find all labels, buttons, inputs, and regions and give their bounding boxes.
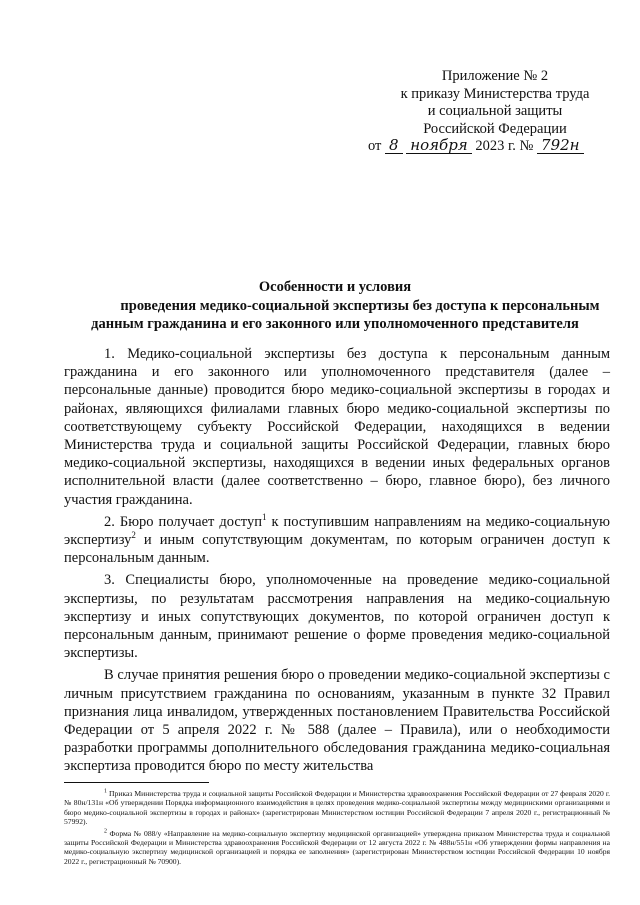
- title-line-2: проведения медико-социальной экспертизы без доступа к персональным: [120, 297, 600, 314]
- handwritten-order-number: 792н: [537, 138, 584, 154]
- date-year: 2023 г. №: [475, 138, 534, 155]
- title-line-3: данным гражданина и его законного или уполномоченного представителя: [91, 316, 579, 333]
- date-prefix: от: [368, 138, 382, 155]
- appendix-header: [360, 68, 630, 156]
- footnote-1-text: Приказ Министерства труда и социальной защиты Российской Федерации и Министерства здравоохранения Российской Федерации от 27 февраля 2020 г. № 80н/131н «Об утверждении Порядка информационного взаимодействия в целях проведения медико-социальной экспертизы между медицинскими организациями и бюро медико-социальной экспертизы в городах и районах» (зарегистрирован Министерством юстиции Российской Федерации 7 апреля 2020 г., регистрационный № 57992).: [64, 789, 610, 827]
- footnote-ref-2: 2: [131, 530, 136, 541]
- handwritten-day: 8: [385, 138, 403, 154]
- footnote-1: [64, 789, 610, 827]
- footnote-divider: [64, 782, 209, 783]
- paragraph-2-text-a: 2. Бюро получает доступ: [104, 513, 262, 530]
- appendix-title: Приложение № 2: [441, 68, 549, 84]
- document-body: [64, 345, 610, 780]
- paragraph-1: 1. Медико-социальной экспертизы без доступа к персональным данным гражданина и его законного или уполномоченного представителя (далее – персональные данные) проводится бюро медико-социальной экспертизы в городах и районах, являющихся филиалами главных бюро медико-социальной экспертизы по соответствующему субъекту Российской Федерации, находящихся в ведении Министерства труда и социальной защиты Российской Федерации, главных бюро медико-социальной экспертизы, находящихся в ведении иных федеральных органов исполнительной власти (далее соответственно – бюро, главное бюро), без личного участия гражданина.: [64, 346, 610, 508]
- footnote-2-mark: 2: [104, 828, 107, 835]
- document-title: [60, 278, 610, 334]
- paragraph-3: 3. Специалисты бюро, уполномоченные на проведение медико-социальной экспертизы, по результатам рассмотрения направления на медико-социальную экспертизу и иных сопутствующих документов, по которой ограничен доступ к персональным данным, принимают решение о форме проведения медико-социальной экспертизы.: [64, 572, 610, 662]
- footnotes: [64, 789, 610, 868]
- paragraph-2: [64, 513, 610, 568]
- footnote-ref-1: 1: [261, 512, 267, 522]
- paragraph-4: В случае принятия решения бюро о проведении медико-социальной экспертизы с личным присутствием гражданина по основаниям, указанным в пункте 32 Правил признания лица инвалидом, утвержденных постановлением Правительства Российской Федерации от 5 апреля 2022 г. № 588 (далее – Правила), или о необходимости разработки программы дополнительного обследования гражданина медико-социальная экспертиза проводится бюро по месту жительства: [64, 667, 610, 775]
- appendix-order-ref: к приказу Министерства труда: [400, 85, 590, 102]
- footnote-2: [64, 829, 610, 867]
- paragraph-2-text-c: и иным сопутствующим документам, по которым ограничен доступ к персональным данным.: [64, 532, 610, 567]
- title-line-1: Особенности и условия: [258, 279, 412, 295]
- appendix-date-line: [360, 138, 630, 156]
- handwritten-month: ноября: [406, 138, 472, 154]
- paragraph-2-text-b: к поступившим направлениям на медико-социальную экспертизу: [64, 513, 610, 549]
- footnote-1-mark: 1: [104, 788, 107, 795]
- appendix-country-line: Российской Федерации: [423, 120, 567, 137]
- appendix-ministry-line: и социальной защиты: [427, 103, 563, 120]
- footnote-2-text: Форма № 088/у «Направление на медико-социальную экспертизу медицинской организацией» утверждена приказом Министерства труда и социальной защиты Российской Федерации и Министерства здравоохранения Российской Федерации от 12 августа 2022 г. № 488н/551н «Об утверждении формы направления на медико-социальную экспертизу медицинской организацией и порядка ее заполнения» (зарегистрирован Министерством юстиции Российской Федерации 10 ноября 2022 г., регистрационный № 70900).: [64, 828, 610, 866]
